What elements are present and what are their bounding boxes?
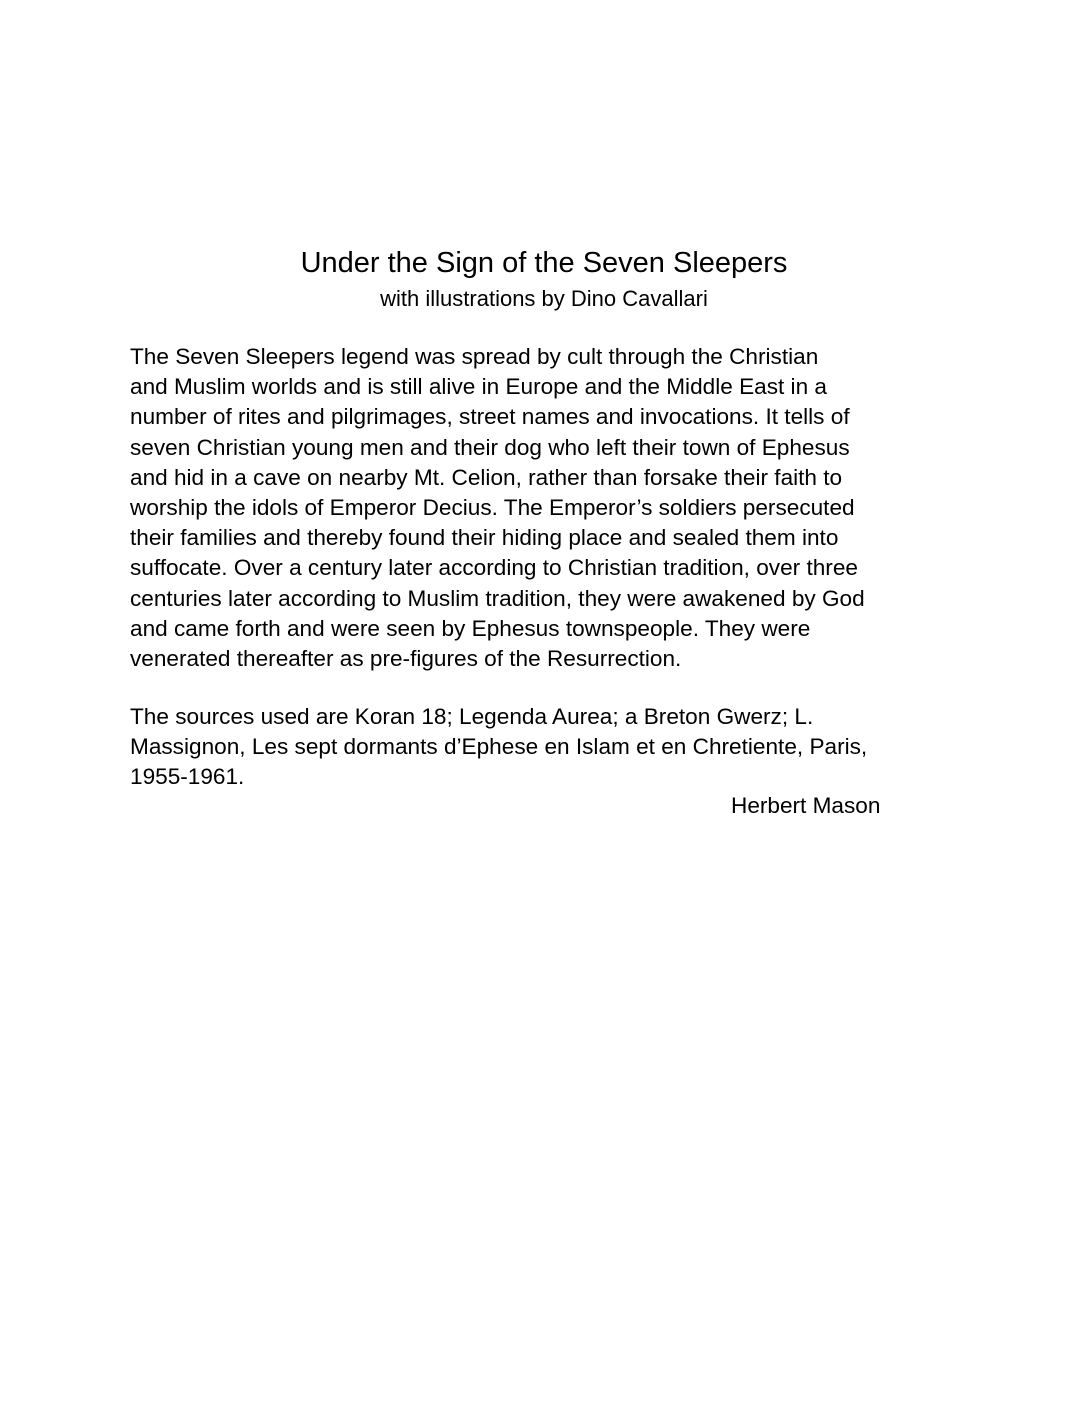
intro-paragraph: The Seven Sleepers legend was spread by cult through the Christian and Muslim worlds and is still alive in Europe and the Middle East in a number of rites and pilgrimages, street names and invocations. It tells of seven Christian young men and their dog who left their town of Ephesus and hid in a cave on nearby Mt. Celion, rather than forsake their faith to worship the idols of Emperor Decius. The Emperor’s soldiers persecuted their families and thereby found their hiding place and sealed them into suffocate. Over a century later according to Christian tradition, over three centuries later according to Muslim tradition, they were awakened by God and came forth and were seen by Ephesus townspeople. They were venerated thereafter as pre-figures of the Resurrection. [130, 344, 865, 672]
page-title: Under the Sign of the Seven Sleepers [300, 247, 788, 279]
page-subtitle: with illustrations by Dino Cavallari [380, 286, 708, 311]
author-signature: Herbert Mason [731, 793, 881, 818]
sources-paragraph: The sources used are Koran 18; Legenda Aurea; a Breton Gwerz; L. Massignon, Les sept dormants d’Ephese en Islam et en Chretiente, Paris, 1955-1961. [130, 704, 868, 790]
